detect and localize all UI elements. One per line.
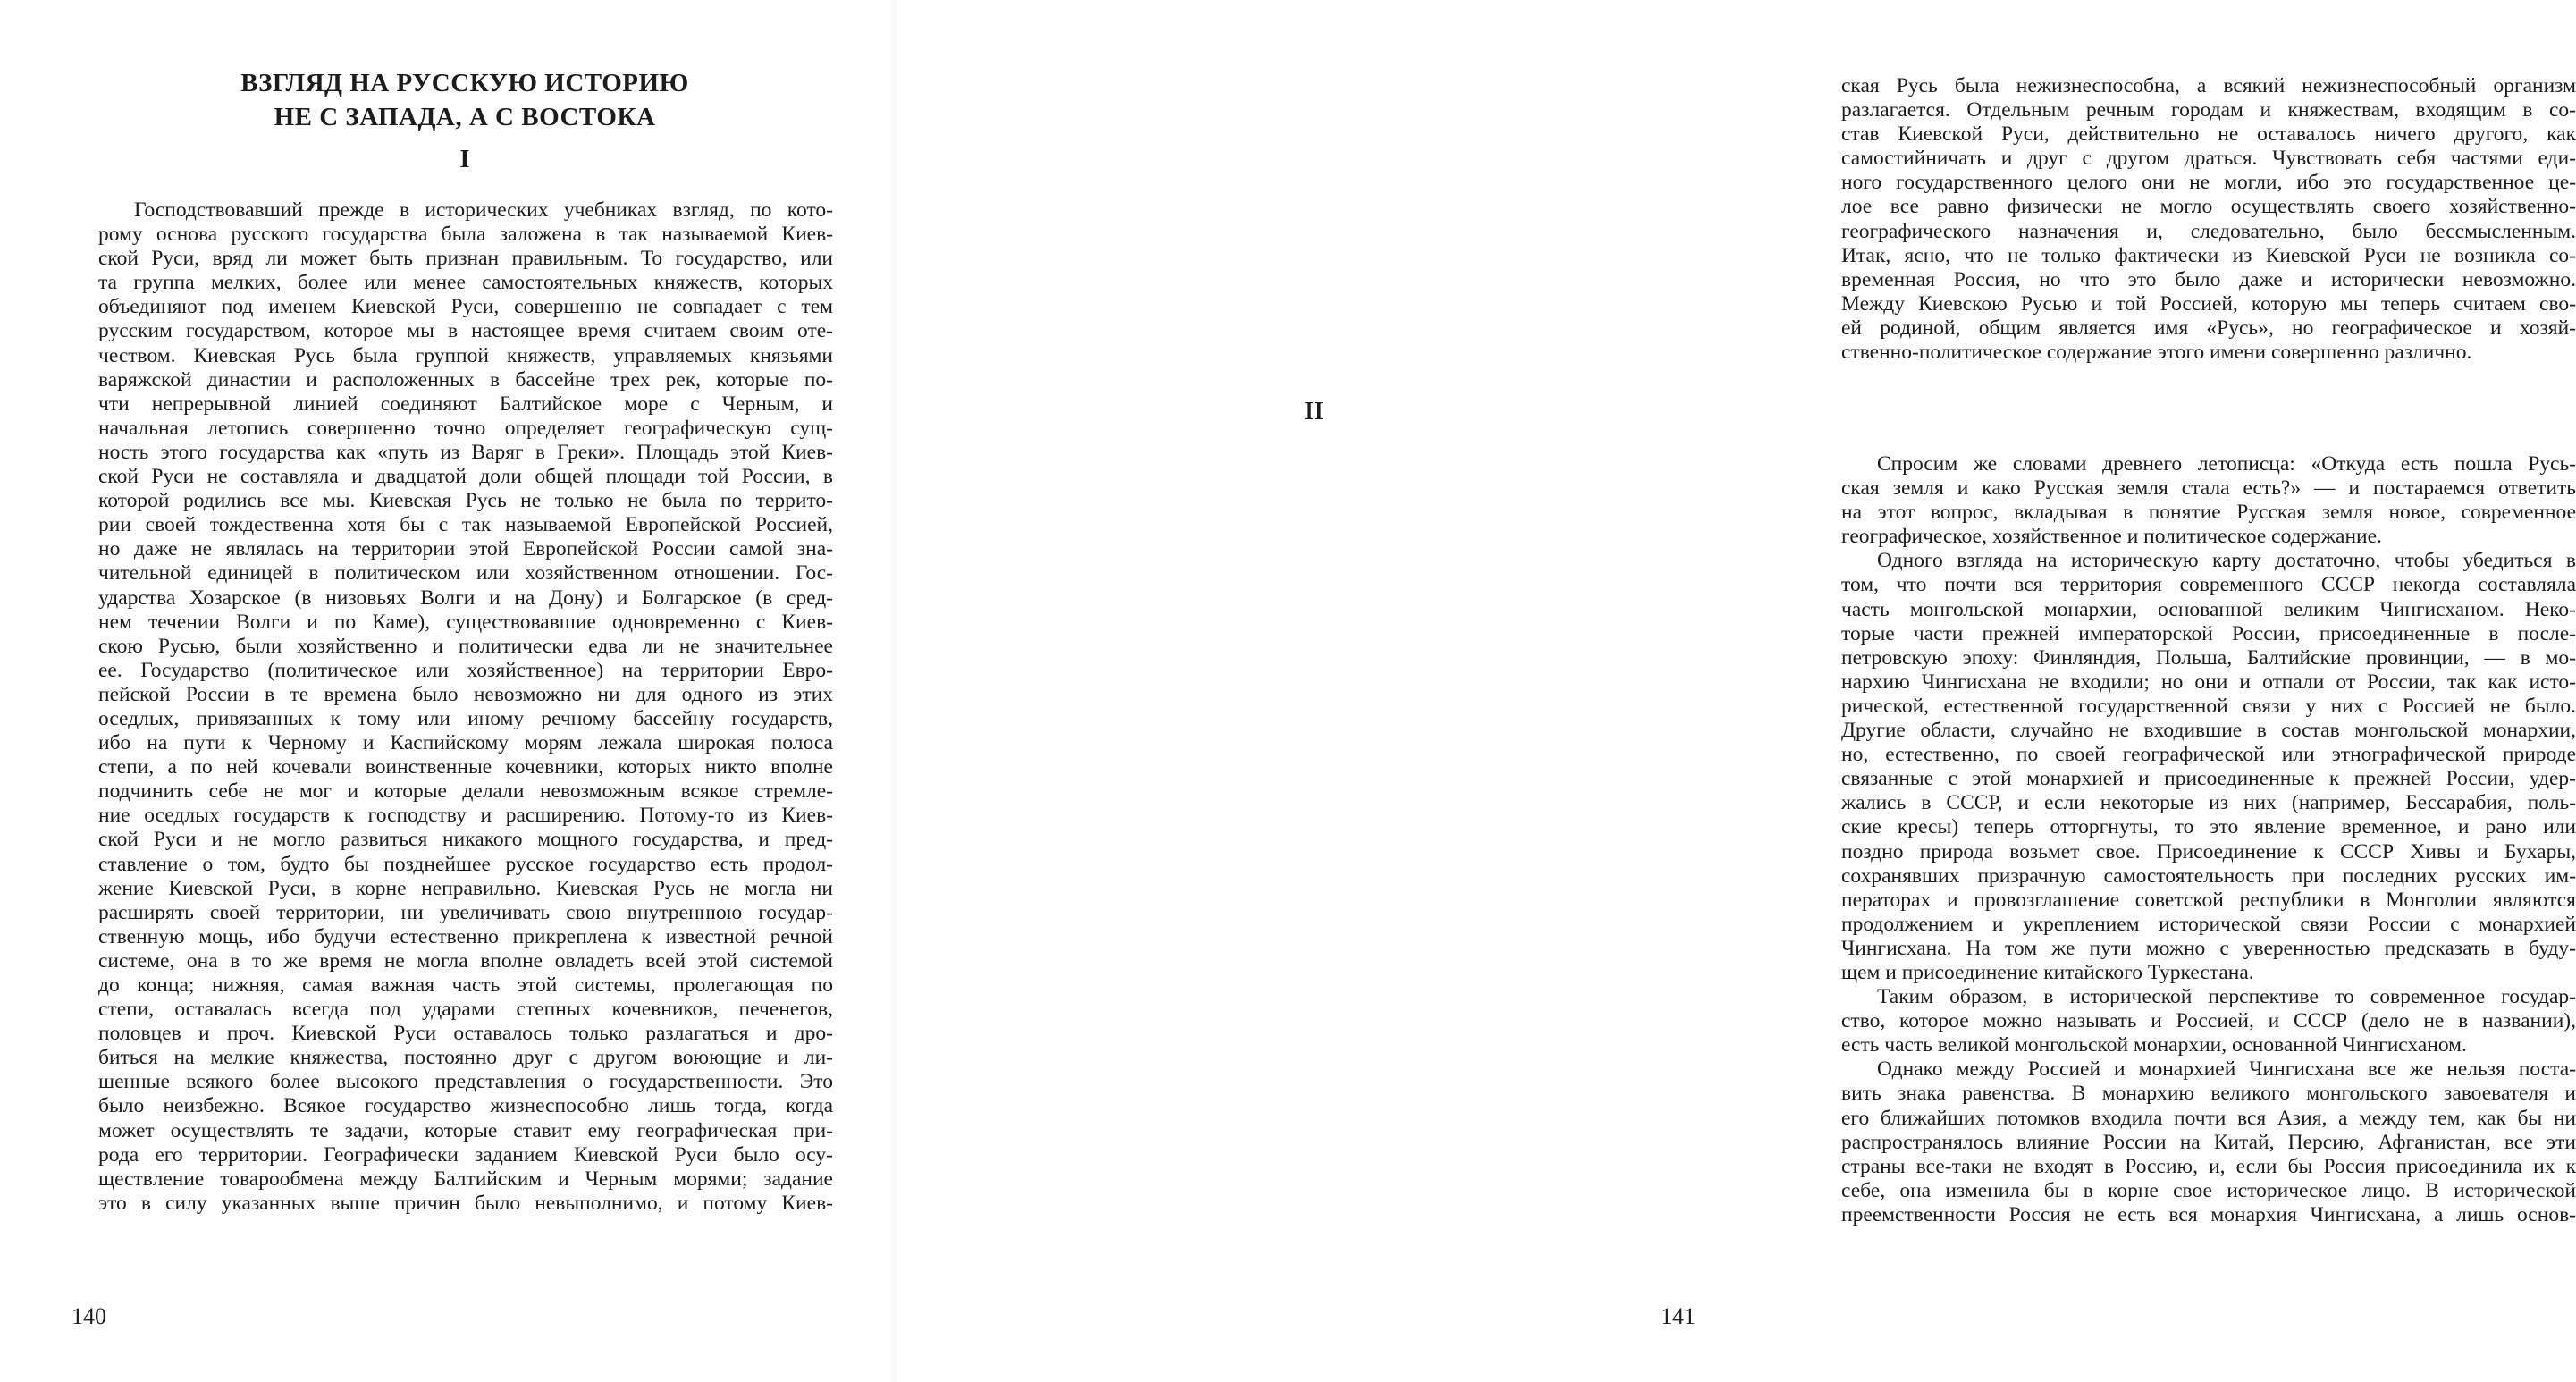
text-line: скою Русью, были хозяйственно и политически едва ли не значительнее	[98, 634, 833, 658]
text-line: ская земля и како Русская земля стала есть?» — и постараемся ответить	[1841, 476, 2576, 501]
text-line: Однако между Россией и монархией Чингисхана все же нельзя поста-	[1877, 1058, 2576, 1082]
text-line: ность этого государства как «путь из Варяг в Греки». Площадь этой Киев-	[98, 440, 833, 464]
text-line: щем и присоединение китайского Туркестана.	[1841, 960, 2254, 984]
text-line: Спросим же словами древнего летописца: «Откуда есть пошла Русь-	[1877, 452, 2576, 476]
text-line: географического назначения и, следовательно, было бессмысленным.	[1841, 219, 2576, 243]
text-line: системе, она в то же время не могла вполне овладеть всей этой системой	[98, 948, 833, 973]
page-number-left: 140	[72, 1303, 106, 1329]
text-line: часть монгольской монархии, основанной великим Чингисханом. Неко-	[1841, 597, 2576, 621]
text-line: географическое, хозяйственное и политическое содержание.	[1841, 525, 2382, 549]
paragraph	[1841, 452, 2576, 549]
text-line: торые части прежней императорской России, присоединенные в после-	[1841, 621, 2576, 645]
text-line: самостийничать и друг с другом драться. Чувствовать себя частями еди-	[1841, 147, 2576, 171]
text-line: рии своей тождественна хотя бы с так называемой Европейской Россией,	[98, 513, 833, 537]
text-line: варяжской династии и расположенных в бассейне трех рек, которые по-	[98, 367, 833, 392]
left-page	[0, 0, 894, 1382]
chapter-title-line-1: ВЗГЛЯД НА РУССКУЮ ИСТОРИЮ	[240, 69, 689, 97]
text-line: та группа мелких, более или менее самостоятельных княжеств, которых	[98, 271, 833, 295]
page-number-right: 141	[1661, 1303, 1696, 1329]
text-line: начальная летопись совершенно точно определяет географическую сущ-	[98, 416, 833, 440]
left-body-text	[98, 198, 833, 1216]
text-line: оседлых, привязанных к тому или иному речному бассейну государств,	[98, 706, 833, 730]
section-heading-1: I	[459, 146, 470, 173]
text-line: до конца; нижняя, самая важная часть этой системы, пролегающая по	[98, 973, 833, 997]
paragraph	[1841, 985, 2576, 1058]
text-line: чти непрерывной линией соединяют Балтийское море с Черным, и	[98, 392, 833, 416]
text-line: но даже не являлась на территории этой Европейской России самой зна-	[98, 537, 833, 561]
text-line: преемственности Россия не есть вся монархия Чингисхана, а лишь основ-	[1841, 1202, 2576, 1226]
paragraph	[98, 198, 833, 1216]
text-line: ство, которое можно называть и Россией, и СССР (дело не в названии),	[1841, 1009, 2576, 1033]
right-page	[894, 0, 2576, 1382]
text-line: ская Русь была нежизнеспособна, а всякий нежизнеспособный организм	[1841, 74, 2576, 97]
text-line: чительной единицей в политическом или хозяйственном отношении. Гос-	[98, 561, 833, 586]
text-line: чеством. Киевская Русь была группой княжеств, управляемых князьями	[98, 343, 833, 367]
text-line: ской Руси не составляла и двадцатой доли общей площади той России, в	[98, 465, 833, 489]
text-line: себе, она изменила бы в корне свое историческое лицо. В исторической	[1841, 1178, 2576, 1202]
text-line: жение Киевской Руси, в корне неправильно. Киевская Русь не могла ни	[98, 876, 833, 900]
text-line: но, естественно, по своей географической или этнографической природе	[1841, 743, 2576, 767]
text-line: степи, а по ней кочевали воинственные кочевники, которых никто вполне	[98, 755, 833, 779]
text-line: ществление товарообмена между Балтийским и Черным морями; задание	[98, 1167, 833, 1191]
text-line: степи, оставалась всегда под ударами степных кочевников, печенегов,	[98, 998, 833, 1022]
text-line: поздно природа возьмет свое. Присоединение к СССР Хивы и Бухары,	[1841, 839, 2576, 864]
text-line: временная Россия, но что это было даже и исторически невозможно.	[1841, 267, 2576, 291]
text-line: ператорах и провозглашение советской республики в Монголии являются	[1841, 888, 2576, 912]
text-line: рому основа русского государства была заложена в так называемой Киев-	[98, 223, 833, 247]
text-line: нем течении Волги и по Каме), существовавшие одновременно с Киев-	[98, 610, 833, 634]
text-line: Господствовавший прежде в исторических учебниках взгляд, по кото-	[134, 198, 833, 222]
text-line: было неизбежно. Всякое государство жизнеспособно лишь тогда, когда	[98, 1094, 833, 1118]
text-line: ской Руси и не могло развиться никакого мощного государства, и пред-	[98, 828, 833, 852]
text-line: рода его территории. Географически заданием Киевской Руси было осу-	[98, 1142, 833, 1167]
text-line: страны все-таки не входят в Россию, и, если бы Россия присоединила их к	[1841, 1154, 2576, 1178]
text-line: нархию Чингисхана не входили; но они и отпали от России, так как исто-	[1841, 670, 2576, 694]
text-line: рической, естественной государственной связи у них с Россией не было.	[1841, 694, 2576, 718]
text-line: Другие области, случайно не входившие в состав монгольской монархии,	[1841, 719, 2576, 743]
text-line: ственную мощь, ибо будучи естественно прикреплена к известной речной	[98, 924, 833, 948]
text-line: ударства Хозарское (в низовьях Волги и на Дону) и Болгарское (в сред-	[98, 586, 833, 610]
text-line: петровскую эпоху: Финляндия, Польша, Балтийские провинции, — в мо-	[1841, 645, 2576, 670]
text-line: ние оседлых государств к господству и расширению. Потому-то из Киев-	[98, 804, 833, 828]
chapter-title	[98, 66, 831, 134]
text-line: на этот вопрос, вкладывая в понятие Русская земля новое, современное	[1841, 501, 2576, 525]
text-line: объединяют под именем Киевской Руси, совершенно не совпадает с тем	[98, 295, 833, 319]
text-line: ей родиной, общим является имя «Русь», но географическое и хозяй-	[1841, 316, 2576, 340]
text-line: ские кресы) теперь отторгнуты, то это явление временное, и рано или	[1841, 815, 2576, 839]
text-line: биться на мелкие княжества, постоянно друг с другом воюющие и ли-	[98, 1046, 833, 1070]
text-line: лое все равно физически не могло осуществлять своего хозяйственно-	[1841, 195, 2576, 219]
text-line: том, что почти вся территория современного СССР некогда составляла	[1841, 573, 2576, 597]
text-line: ного государственного целого они не могли, ибо это государственное це-	[1841, 171, 2576, 195]
text-line: жались в СССР, и если некоторые из них (например, Бессарабия, поль-	[1841, 791, 2576, 815]
text-line: его ближайших потомков входила почти вся Азия, а между тем, как бы ни	[1841, 1106, 2576, 1130]
text-line: продолжением и укреплением исторической связи России с монархией	[1841, 912, 2576, 936]
paragraph	[1841, 74, 2576, 365]
right-continued-paragraph	[1841, 74, 2576, 365]
text-line: подчинить себе не мог и которые делали невозможным всякое стремле-	[98, 779, 833, 804]
text-line: разлагается. Отдельным речным городам и княжествам, входящим в со-	[1841, 98, 2576, 122]
text-line: связанные с этой монархией и присоединенные к прежней России, удер-	[1841, 767, 2576, 791]
text-line: Итак, ясно, что не только фактически из Киевской Руси не возникла со-	[1841, 243, 2576, 267]
text-line: есть часть великой монгольской монархии, основанной Чингисханом.	[1841, 1033, 2467, 1058]
text-line: которой родились все мы. Киевская Русь не только не была по террито-	[98, 489, 833, 513]
text-line: распространялось влияние России на Китай, Персию, Афганистан, все эти	[1841, 1130, 2576, 1154]
text-line: расширять своей территории, ни увеличивать свою внутреннюю государ-	[98, 900, 833, 924]
text-line: став Киевской Руси, действительно не оставалось ничего другого, как	[1841, 122, 2576, 147]
text-line: половцев и проч. Киевской Руси оставалось только разлагаться и дро-	[98, 1022, 833, 1046]
paragraph	[1841, 1058, 2576, 1227]
paragraph	[1841, 549, 2576, 985]
chapter-title-line-2: НЕ С ЗАПАДА, А С ВОСТОКА	[274, 103, 656, 131]
text-line: пейской России в те времена было невозможно ни для одного из этих	[98, 682, 833, 706]
text-line: вить знака равенства. В монархию великого монгольского завоевателя и	[1841, 1082, 2576, 1106]
section-heading-2: II	[1304, 398, 1324, 426]
text-line: Таким образом, в исторической перспективе то современное государ-	[1877, 985, 2576, 1009]
text-line: это в силу указанных выше причин было невыполнимо, и потому Киев-	[98, 1191, 833, 1215]
text-line: ибо на пути к Черному и Каспийскому морям лежала широкая полоса	[98, 731, 833, 755]
text-line: ее. Государство (политическое или хозяйственное) на территории Евро-	[98, 658, 833, 682]
text-line: ской Руси, вряд ли может быть признан правильным. То государство, или	[98, 247, 833, 271]
text-line: ственно-политическое содержание этого имени совершенно различно.	[1841, 341, 2472, 365]
text-line: ставление о том, будто бы позднейшее русское государство есть продол-	[98, 852, 833, 876]
right-body-text	[1841, 452, 2576, 1227]
text-line: Одного взгляда на историческую карту достаточно, чтобы убедиться в	[1877, 549, 2576, 573]
text-line: Между Киевскою Русью и той Россией, которую мы теперь считаем сво-	[1841, 291, 2576, 316]
text-line: русским государством, которое мы в настоящее время считаем своим оте-	[98, 319, 833, 343]
text-line: может осуществлять те задачи, которые ставит ему географическая при-	[98, 1118, 833, 1142]
text-line: шенные всякого более высокого представления о государственности. Это	[98, 1070, 833, 1094]
text-line: Чингисхана. На том же пути можно с уверенностью предсказать в буду-	[1841, 936, 2576, 960]
text-line: сохранявших призрачную самостоятельность при последних русских им-	[1841, 864, 2576, 888]
